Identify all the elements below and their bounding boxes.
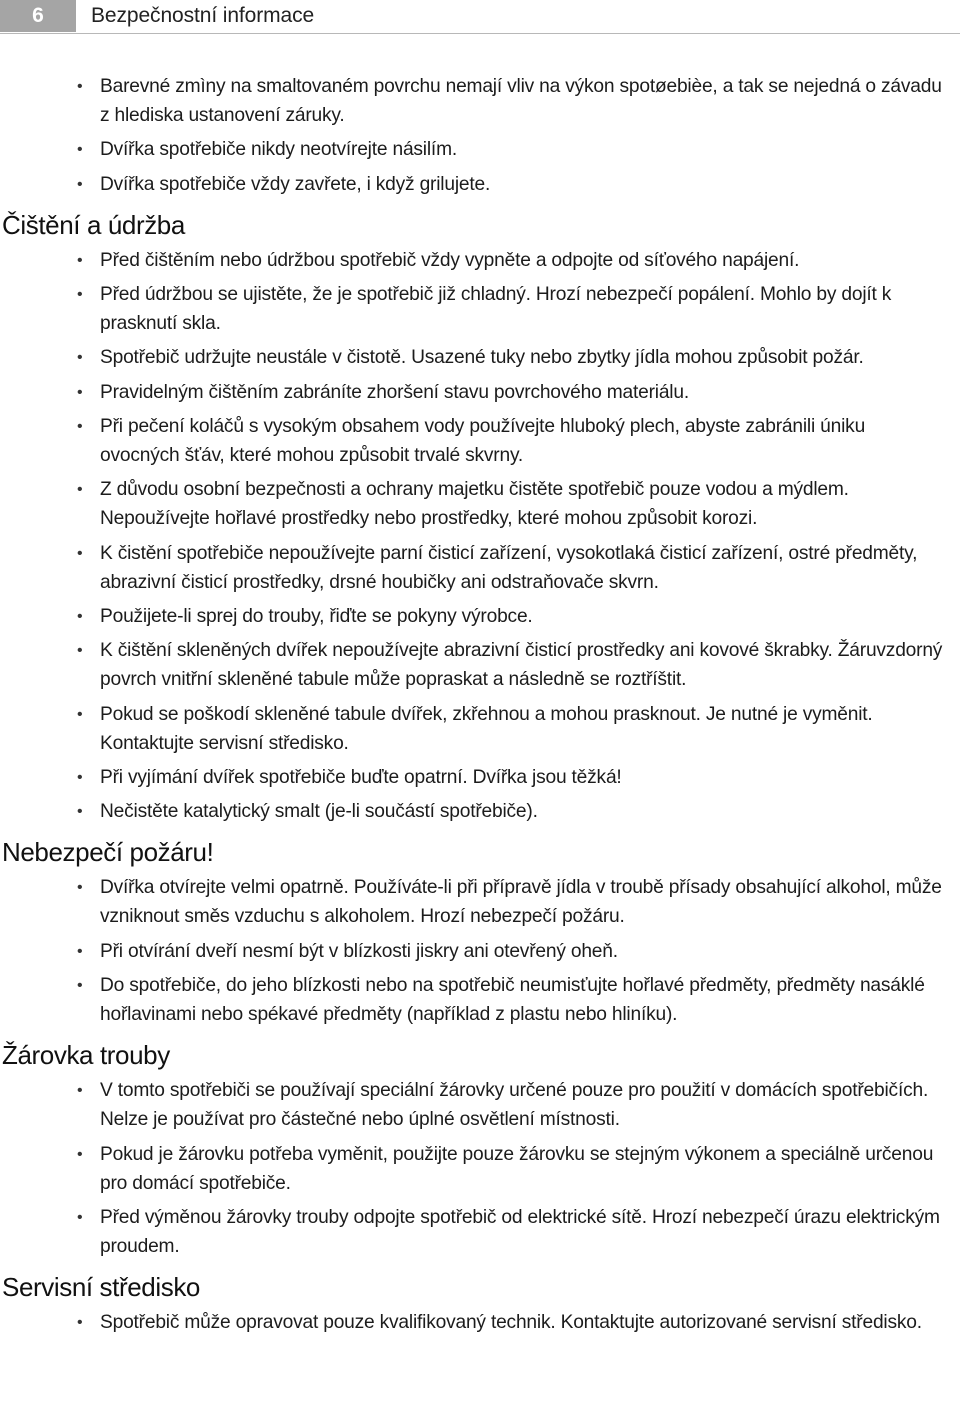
list-item-text: Spotřebič udržujte neustále v čistotě. Usazené tuky nebo zbytky jídla mohou způsobit požár.: [100, 347, 864, 369]
list-item-text: Dvířka spotřebiče vždy zavřete, i když grilujete.: [100, 173, 491, 195]
list-item-text: Pravidelným čištěním zabráníte zhoršení stavu povrchového materiálu.: [100, 381, 689, 403]
bullet-icon: •: [77, 942, 83, 960]
list-item: [0, 246, 960, 275]
section-nebezpeci-pozaru: [0, 835, 960, 1038]
page-number: 6: [0, 0, 76, 32]
spacer: [0, 1343, 960, 1347]
list-item-text: Použijete-li sprej do trouby, řiďte se pokyny výrobce.: [100, 605, 533, 627]
bullet-list: [0, 1076, 960, 1261]
bullet-icon: •: [77, 977, 83, 995]
list-item-text: Při vyjímání dvířek spotřebiče buďte opatrní. Dvířka jsou těžká!: [100, 766, 622, 788]
bullet-icon: •: [77, 642, 83, 660]
bullet-icon: •: [77, 175, 83, 193]
list-item-text: Nečistěte katalytický smalt (je-li součástí spotřebiče).: [100, 801, 538, 823]
page-header-title: Bezpečnostní informace: [91, 4, 315, 27]
section-heading: Žárovka trouby: [2, 1040, 170, 1071]
list-item: [0, 1140, 960, 1198]
list-item: [0, 412, 960, 470]
bullet-icon: •: [77, 803, 83, 821]
bullet-list: [0, 873, 960, 1029]
section-zarovka-trouby: [0, 1038, 960, 1270]
list-item: [0, 602, 960, 631]
bullet-list: [0, 1308, 960, 1337]
section-heading: Čištění a údržba: [2, 209, 185, 240]
list-item-text: Dvířka otvírejte velmi opatrně. Používáte-li při přípravě jídla v troubě přísady obsahující alkohol, může vzniknout směs vzduchu s alkoholem. Hrozí nebezpečí požáru.: [100, 877, 942, 928]
bullet-icon: •: [77, 705, 83, 723]
list-item: [0, 475, 960, 533]
list-item: [0, 378, 960, 407]
list-item: [0, 1308, 960, 1337]
bullet-icon: •: [77, 1314, 83, 1332]
list-item: [0, 873, 960, 931]
bullet-list: [0, 72, 960, 199]
list-item-text: Z důvodu osobní bezpečnosti a ochrany majetku čistěte spotřebič pouze vodou a mýdlem. Nepoužívejte hořlavé prostředky nebo prostředky, které mohou způsobit korozi.: [100, 479, 849, 530]
bullet-icon: •: [77, 879, 83, 897]
list-item: [0, 1203, 960, 1261]
list-item-text: Při pečení koláčů s vysokým obsahem vody používejte hluboký plech, abyste zabránili úniku ovocných šťáv, které mohou způsobit trvalé skvrny.: [100, 416, 866, 467]
list-item-text: Spotřebič může opravovat pouze kvalifikovaný technik. Kontaktujte autorizované servisní středisko.: [100, 1312, 922, 1334]
list-item: [0, 971, 960, 1029]
list-item-text: Před údržbou se ujistěte, že je spotřebič již chladný. Hrozí nebezpečí popálení. Mohlo by dojít k prasknutí skla.: [100, 284, 892, 335]
page-header: [0, 0, 960, 34]
list-item-text: Před čištěním nebo údržbou spotřebič vždy vypněte a odpojte od síťového napájení.: [100, 249, 800, 271]
bullet-icon: •: [77, 1145, 83, 1163]
list-item-text: Pokud se poškodí skleněné tabule dvířek, zkřehnou a mohou prasknout. Je nutné je vyměnit. Kontaktujte servisní středisko.: [100, 703, 873, 754]
bullet-icon: •: [77, 544, 83, 562]
list-item-text: Při otvírání dveří nesmí být v blízkosti jiskry ani otevřený oheň.: [100, 940, 618, 962]
bullet-icon: •: [77, 1208, 83, 1226]
bullet-icon: •: [77, 383, 83, 401]
list-item: [0, 937, 960, 966]
bullet-icon: •: [77, 78, 83, 95]
bullet-icon: •: [77, 768, 83, 786]
list-item: [0, 1076, 960, 1134]
list-item-text: Barevné zmìny na smaltovaném povrchu nemají vliv na výkon spotøebièe, a tak se nejedná o závadu z hlediska ustanovení záruky.: [100, 76, 942, 126]
bullet-icon: •: [77, 607, 83, 625]
section-heading: Nebezpečí požáru!: [2, 837, 214, 868]
bullet-icon: •: [77, 418, 83, 436]
list-item-text: Do spotřebiče, do jeho blízkosti nebo na spotřebič neumisťujte hořlavé předměty, předměty nasáklé hořlavinami nebo spékavé předměty (například z plastu nebo hliníku).: [100, 975, 925, 1026]
list-item: [0, 280, 960, 338]
section-heading: Servisní středisko: [2, 1272, 200, 1303]
list-item: [0, 343, 960, 372]
list-item: [0, 539, 960, 597]
bullet-icon: •: [77, 481, 83, 499]
list-item: [0, 170, 960, 199]
list-item: [0, 700, 960, 758]
list-item-text: K čištění skleněných dvířek nepoužívejte abrazivní čisticí prostředky ani kovové škrabky. Žáruvzdorný povrch vnitřní skleněné tabule může popraskat a následně se roztříštit.: [100, 640, 943, 691]
list-item: [0, 135, 960, 164]
bullet-list: [0, 246, 960, 826]
section-intro: [0, 72, 960, 208]
list-item: [0, 797, 960, 826]
list-item-text: V tomto spotřebiči se používají speciální žárovky určené pouze pro použití v domácích spotřebičích. Nelze je používat pro částečné nebo úplné osvětlení místnosti.: [100, 1080, 929, 1131]
list-item-text: K čistění spotřebiče nepoužívejte parní čisticí zařízení, vysokotlaká čisticí zařízení, ostré předměty, abrazivní čisticí prostředky, drsné houbičky ani odstraňovače skvrn.: [100, 542, 918, 593]
document-body: [0, 72, 960, 1347]
section-servisni-stredisko: [0, 1270, 960, 1346]
section-cisteni-a-udrzba: [0, 208, 960, 836]
list-item: [0, 636, 960, 694]
list-item-text: Pokud je žárovku potřeba vyměnit, použijte pouze žárovku se stejným výkonem a speciálně určenou pro domácí spotřebiče.: [100, 1143, 934, 1194]
bullet-icon: •: [77, 286, 83, 304]
list-item: [0, 763, 960, 792]
bullet-icon: •: [77, 349, 83, 367]
header-divider: [0, 33, 960, 34]
list-item-text: Před výměnou žárovky trouby odpojte spotřebič od elektrické sítě. Hrozí nebezpečí úrazu elektrickým proudem.: [100, 1206, 940, 1257]
bullet-icon: •: [77, 251, 83, 269]
list-item-text: Dvířka spotřebiče nikdy neotvírejte násilím.: [100, 139, 457, 161]
bullet-icon: •: [77, 1082, 83, 1100]
bullet-icon: •: [77, 141, 83, 159]
list-item: [0, 72, 960, 130]
